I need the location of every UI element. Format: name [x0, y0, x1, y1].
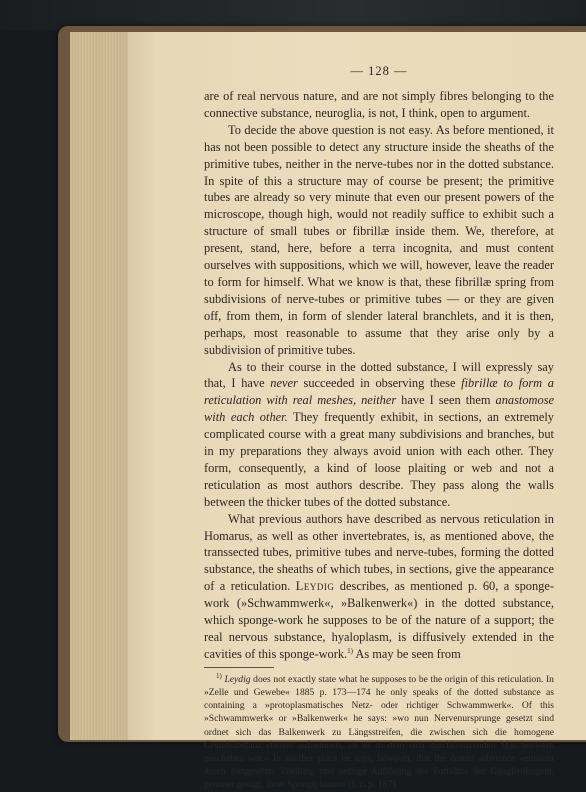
- footnote: [204, 673, 554, 792]
- paragraph: [204, 359, 554, 511]
- author-name: Leydig: [295, 579, 335, 594]
- text-run: are of real nervous nature, and are not simply fibres belonging to the connective substance, neuroglia, is not, I think, open to argument.: [204, 89, 554, 120]
- text-run: To decide the above question is not easy. As before mentioned, it has not been possible to detect any structure inside the sheaths of the primitive tubes, neither in the nerve-tubes nor in the dotted substance. In spite of this a structure may of course be present; the primitive tubes are already so very minute that even our present powers of the microscope, though high, would not readily suffice to exhibit such a structure of small tubes or fibrillæ inside them. We, therefore, at present, stand, here, before a terra incognita, and must content ourselves with suppositions, which we will, however, leave the reader to form for himself. What we know is that, these fibrillæ spring from subdivisions of nerve-tubes or primitive tubes — or they are given off, from them, in form of slender lateral branchlets, and it is then, perhaps, most reasonable to assume that they arise only by a subdivision of primitive tubes.: [204, 122, 554, 357]
- italic-text: anastomose with each other.: [204, 393, 555, 425]
- text-run: As to their course in the dotted substance, I will expressly say that, I have: [204, 359, 554, 391]
- text-run: describes, as mentioned p. 60, a sponge-work (»Schwammwerk«, »Balkenwerk«) in the dotted substance, which sponge-work he supposes to be of the nature of a support; the real nervous substance, hyaloplasm, is diffusively extended in the cavities of this sponge-work.: [204, 579, 554, 661]
- text-run: succeeded in observing these: [297, 376, 462, 391]
- italic-text: never: [270, 376, 298, 391]
- paragraph: [204, 122, 554, 359]
- italic-text: fibrillæ to form a reticulation with real meshes, neither: [204, 376, 554, 408]
- paragraph: [204, 88, 554, 122]
- text-column: [204, 62, 554, 792]
- text-run: They frequently exhibit, in sections, an extremely complicated course with a great many subdivisions and branches, but in my preparations they always avoid union with each other. They form, consequently, a kind of loose plaiting or web and not a reticulation as most authors describe. They pass along the walls between the thicker tubes of the dotted substance.: [204, 410, 554, 509]
- page-number: — 128 —: [350, 64, 408, 78]
- footnote-rule: [204, 667, 274, 668]
- text-run: have I seen them: [396, 393, 496, 408]
- paragraph: [204, 511, 554, 663]
- text-run: What previous authors have described as nervous reticulation in Homarus, as well as other invertebrates, is, as mentioned above, the transsected tubes, primitive tubes and nerve-tubes, forming the dotted substance, the sheaths of which tubes, in sections, give the appearance of a reticulation.: [204, 511, 554, 594]
- page-edges: [70, 32, 130, 740]
- italic-text: Leydig: [224, 673, 251, 685]
- text-run: As may be seen from: [353, 646, 461, 661]
- footnote-marker: 1): [216, 671, 222, 680]
- body-text: [204, 88, 554, 663]
- text-run: does not exactly state what he supposes to be the origin of this reticulation. In »Zelle und Gewebe« 1885 p. 173—174 he only speaks of the dotted substance as containing a »protoplasmatisches Netz- oder richtiger Schwammwerk«. Of this »Schwammwerk« or »Balkenwerk« he says: »wo nun Nervenursprunge gesetzt sind ordnet sich das Balkenwerk zu Längsstreifen, die zwischen sich die homogene Grundsubstanz ebenso aufnehmen, als es in dem sich durchkreuzenden Maschenwerk geschehen war.« In another place he says, however, that the dotted substance »entsteht durch fortgesetzte Theilung und netzige Auflösung der Fortsätze der Ganglienkugeln, genauer gesagt, ihres Spongiplasma« (l. c. p. 187).: [204, 673, 554, 791]
- footnote-marker: 1): [347, 646, 353, 655]
